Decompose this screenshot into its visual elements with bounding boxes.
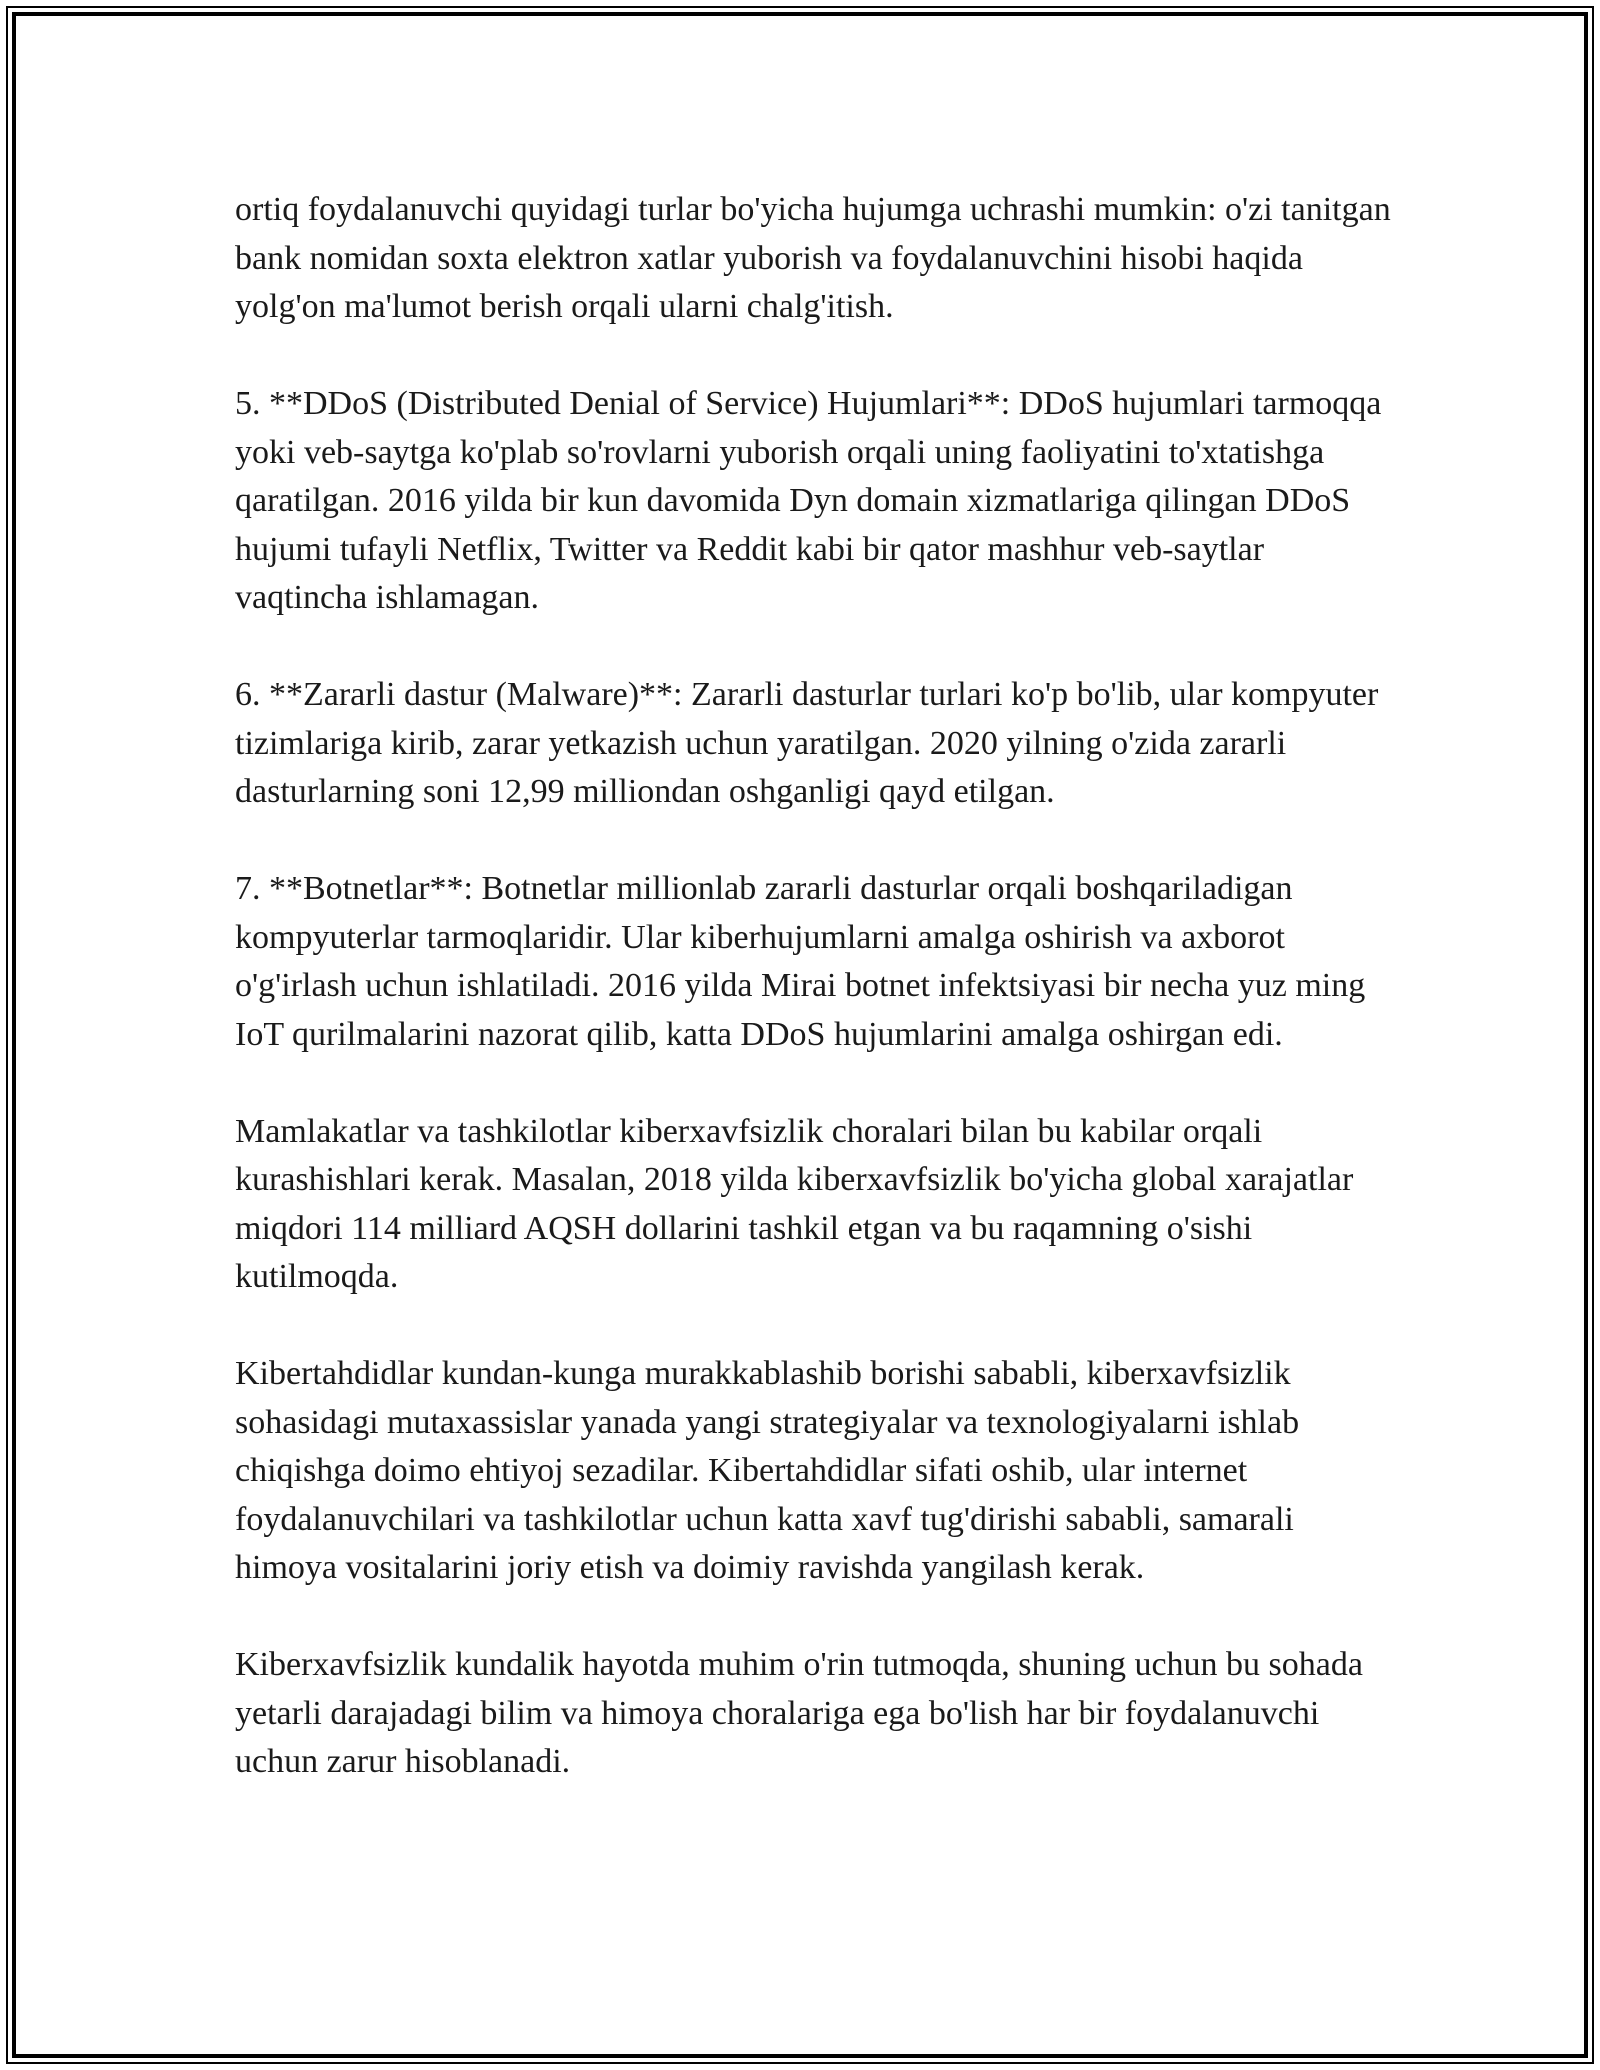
paragraph-phishing-continuation: ortiq foydalanuvchi quyidagi turlar bo'yicha hujumga uchrashi mumkin: o'zi tanitgan bank nomidan soxta elektron xatlar yuborish va foydalanuvchini hisobi haqida yolg'on ma'lumot berish orqali ularni chalg'itish.: [235, 191, 1391, 325]
document-body: [235, 186, 1395, 1835]
paragraph-ddos: 5. **DDoS (Distributed Denial of Service) Hujumlari**: DDoS hujumlari tarmoqqa yoki veb-saytga ko'plab so'rovlarni yuborish orqali uning faoliyatini to'xtatishga qaratilgan. 2016 yilda bir kun davomida Dyn domain xizmatlariga qilingan DDoS hujumi tufayli Netflix, Twitter va Reddit kabi bir qator mashhur veb-saytlar vaqtincha ishlamagan.: [235, 385, 1382, 616]
paragraph-evolving-threats: Kibertahdidlar kundan-kunga murakkablashib borishi sababli, kiberxavfsizlik sohasidagi mutaxassislar yanada yangi strategiyalar va texnologiyalarni ishlab chiqishga doimo ehtiyoj sezadilar. Kibertahdidlar sifati oshib, ular internet foydalanuvchilari va tashkilotlar uchun katta xavf tug'dirishi sababli, samarali himoya vositalarini joriy etish va doimiy ravishda yangilash kerak.: [235, 1355, 1300, 1586]
paragraph-malware: 6. **Zararli dastur (Malware)**: Zararli dasturlar turlari ko'p bo'lib, ular kompyuter tizimlariga kirib, zarar yetkazish uchun yaratilgan. 2020 yilning o'zida zararli dasturlarning soni 12,99 milliondan oshganligi qayd etilgan.: [235, 676, 1379, 810]
paragraph-conclusion: Kiberxavfsizlik kundalik hayotda muhim o'rin tutmoqda, shuning uchun bu sohada yetarli darajadagi bilim va himoya choralariga ega bo'lish har bir foydalanuvchi uchun zarur hisoblanadi.: [235, 1646, 1363, 1780]
paragraph-botnets: 7. **Botnetlar**: Botnetlar millionlab zararli dasturlar orqali boshqariladigan kompyuterlar tarmoqlaridir. Ular kiberhujumlarni amalga oshirish va axborot o'g'irlash uchun ishlatiladi. 2016 yilda Mirai botnet infektsiyasi bir necha yuz ming IoT qurilmalarini nazorat qilib, katta DDoS hujumlarini amalga oshirgan edi.: [235, 870, 1366, 1053]
paragraph-countermeasures: Mamlakatlar va tashkilotlar kiberxavfsizlik choralari bilan bu kabilar orqali kurashishlari kerak. Masalan, 2018 yilda kiberxavfsizlik bo'yicha global xarajatlar miqdori 114 milliard AQSH dollarini tashkil etgan va bu raqamning o'sishi kutilmoqda.: [235, 1112, 1354, 1295]
